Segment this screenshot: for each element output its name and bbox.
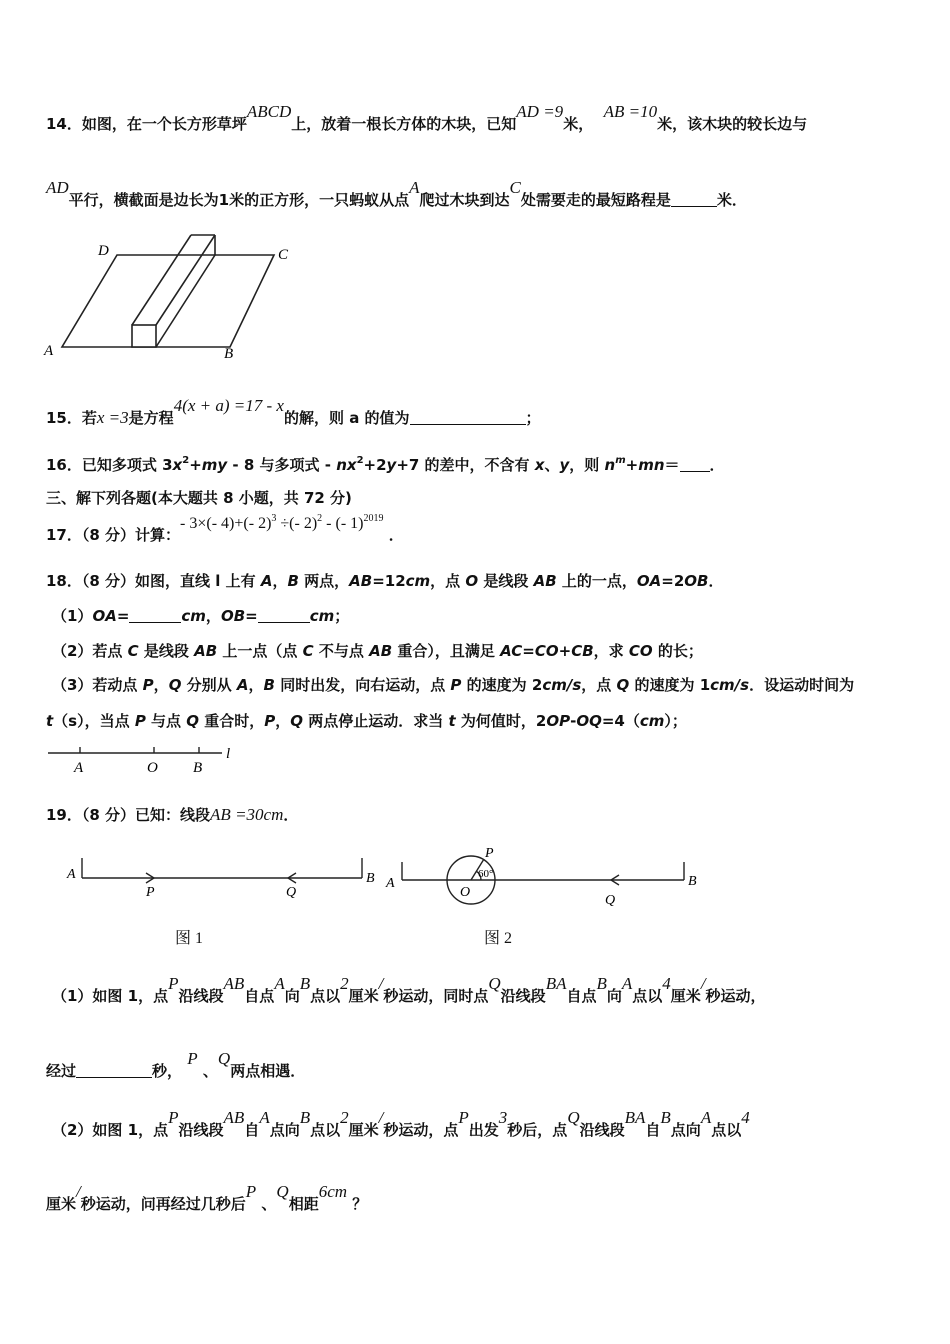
q19-math: P <box>458 1108 469 1127</box>
q16-text: ＝ <box>664 456 680 474</box>
q18-text: Q <box>616 676 630 694</box>
q14-math: AB =10 <box>603 102 658 121</box>
q16-text: 2 <box>182 455 190 466</box>
q19-text: ？ <box>352 1195 368 1213</box>
q14-number: 14． <box>46 115 82 133</box>
q19-text: 向 <box>606 987 622 1005</box>
q19-math: A <box>274 974 285 993</box>
q18-text: t <box>448 712 456 730</box>
q18-text: P <box>142 676 154 694</box>
label-o: O <box>460 885 471 900</box>
label-d: D <box>98 243 109 259</box>
q18-text: ， <box>275 712 291 730</box>
q19-math: 6cm <box>318 1182 348 1201</box>
q18-text: ， <box>272 572 288 590</box>
q18-text: OB <box>684 572 709 590</box>
q19-text: 点以 <box>632 987 663 1005</box>
answer-blank <box>680 457 710 472</box>
q18-text: （1） <box>52 607 93 625</box>
q19-text: ． <box>283 806 299 824</box>
q19-math: P <box>168 974 179 993</box>
q16-text: + <box>189 456 202 474</box>
q19-part1-cont <box>46 1049 306 1081</box>
q19-text: 秒运动，问再经过几秒后 <box>80 1195 246 1213</box>
q16-text: x <box>534 456 545 474</box>
q18-text: 上的一点， <box>556 572 637 590</box>
q18-text: ）； <box>664 712 687 730</box>
q19-text: 相距 <box>288 1195 319 1213</box>
label-angle: 60° <box>478 868 494 880</box>
q15-text: 若 <box>81 409 97 427</box>
q18-text: A <box>236 676 249 694</box>
q16-text: x <box>172 456 183 474</box>
label-a: A <box>74 760 84 776</box>
q18-text: 是线段 <box>478 572 534 590</box>
q18-text: OQ <box>576 712 602 730</box>
q19-text: 点以 <box>711 1121 742 1139</box>
q19-math: Q <box>567 1108 580 1127</box>
q16-text: ，则 <box>569 456 605 474</box>
q19-text: 秒运动，点 <box>383 1121 459 1139</box>
q14-math: AD =9 <box>516 102 564 121</box>
q18-text: A <box>260 572 273 590</box>
q16-number: 16． <box>46 456 82 474</box>
q14-text: 处需要走的最短路程是 <box>520 191 671 209</box>
q15-text: 的解，则 a 的值为 <box>283 409 410 427</box>
q19-line <box>46 804 298 825</box>
q19-math: B <box>660 1108 671 1127</box>
q18-text: P <box>264 712 276 730</box>
q18-text: 同时出发，向右运动，点 <box>274 676 451 694</box>
q19-math: Q <box>217 1049 231 1068</box>
q18-text: （s），当点 <box>53 712 135 730</box>
q15-math: x =3 <box>96 408 129 427</box>
figure1-caption: 图 1 <box>175 930 204 947</box>
q18-text: ，点 <box>581 676 617 694</box>
q18-text: AB <box>533 572 557 590</box>
q18-text: ， <box>248 676 264 694</box>
q19-math: P <box>187 1049 198 1068</box>
q18-number: 18． <box>46 572 82 590</box>
answer-blank <box>258 608 310 623</box>
block-edge <box>156 255 215 347</box>
q19-math: B <box>596 974 607 993</box>
q15-number: 15． <box>46 409 82 427</box>
q18-text: B <box>263 676 275 694</box>
q18-text: 上一点（点 <box>217 642 303 660</box>
q19-text: 点以 <box>310 987 341 1005</box>
q14-text: 平行，横截面是边长为1米的正方形，一只蚂蚁从点 <box>68 191 410 209</box>
q17-text: （8 分）计算： <box>81 526 181 544</box>
q18-text: ．设运动时间为 <box>749 676 855 694</box>
q17-text: ． <box>388 526 404 544</box>
q18-text: 两点停止运动．求当 <box>303 712 449 730</box>
label-a: A <box>44 343 54 359</box>
q14-text: 米． <box>716 191 747 209</box>
q16-text: +7 的差中，不含有 <box>396 456 535 474</box>
q18-text: OB <box>220 607 246 625</box>
q18-text: OA <box>92 607 117 625</box>
q18-text: 是线段 <box>138 642 195 660</box>
q14-line2 <box>46 178 747 210</box>
q19-text: 自点 <box>244 987 275 1005</box>
q19-text: 厘米 <box>348 1121 379 1139</box>
block-edge <box>156 235 215 325</box>
q18-text: CB <box>571 642 594 660</box>
q19-text: 沿线段 <box>178 1121 224 1139</box>
q18-text: 不与点 <box>313 642 370 660</box>
q18-text: =4（ <box>601 712 640 730</box>
q18-text: AC <box>500 642 523 660</box>
q19-text: 自 <box>244 1121 260 1139</box>
q19-text: 秒运动， <box>705 987 766 1005</box>
q16-text: 、 <box>544 456 560 474</box>
q17-math: ÷(- 2) <box>276 515 318 532</box>
q14-line1 <box>46 102 808 134</box>
q18-text: AB <box>194 642 218 660</box>
q15-math: 4(x + a) =17 - x <box>173 396 284 415</box>
q16-text: 2 <box>356 455 364 466</box>
q19-text: 厘米 <box>348 987 379 1005</box>
q18-text: 的速度为 2 <box>461 676 543 694</box>
block-edge <box>132 235 191 325</box>
q14-math: C <box>509 178 521 197</box>
answer-blank <box>129 608 181 623</box>
label-a: A <box>67 867 76 882</box>
q19-math: 4 <box>741 1108 750 1127</box>
q19-text: 秒， <box>152 1062 183 1080</box>
q18-text: + <box>558 642 572 660</box>
q18-text: CO <box>628 642 653 660</box>
q14-text: 上，放着一根长方体的木块，已知 <box>291 115 517 133</box>
section-heading: 三、解下列各题(本大题共 8 小题，共 72 分) <box>46 489 352 507</box>
q19-text: 自 <box>645 1121 661 1139</box>
q19-text: 点向 <box>269 1121 300 1139</box>
q14-math: AD <box>46 178 69 197</box>
q16-text: my <box>201 456 228 474</box>
q18-text: cm <box>639 712 665 730</box>
label-l: l <box>226 746 231 762</box>
q18-text: - <box>570 712 577 730</box>
block-front-face <box>132 325 156 347</box>
q19-math: BA <box>624 1108 646 1127</box>
q19-text: 向 <box>284 987 300 1005</box>
q14-text: 米，该木块的较长边与 <box>657 115 808 133</box>
q18-text: 分别从 <box>181 676 237 694</box>
q18-text: = <box>116 607 130 625</box>
q19-math: / <box>76 1182 81 1201</box>
q19-math: B <box>299 974 311 993</box>
q19-text: 沿线段 <box>579 1121 625 1139</box>
q18-part3 <box>52 674 854 695</box>
q19-math: 4 <box>662 974 671 993</box>
q14-text: 米， <box>563 115 594 133</box>
q15-line <box>46 396 541 428</box>
q18-text: ，求 <box>593 642 629 660</box>
q15-text: ； <box>525 409 541 427</box>
q19-math: AB <box>223 974 245 993</box>
q18-text: Q <box>168 676 182 694</box>
label-b: B <box>366 871 375 886</box>
q19-number: 19． <box>46 806 82 824</box>
q17-math: 2019 <box>363 513 384 524</box>
q18-text: =2 <box>661 572 685 590</box>
q17-math: 3 <box>271 513 277 524</box>
q18-figure <box>46 742 246 778</box>
q18-text: 重合时， <box>199 712 265 730</box>
q18-text: ， <box>153 676 169 694</box>
q16-text: - 8 与多项式 - <box>227 456 337 474</box>
q18-text: P <box>134 712 146 730</box>
q19-math: P <box>245 1182 257 1201</box>
q19-figure2 <box>382 842 712 914</box>
q18-text: cm/s <box>542 676 582 694</box>
q17-line <box>46 513 404 545</box>
q19-text: 厘米 <box>46 1195 77 1213</box>
q15-text: 是方程 <box>128 409 174 427</box>
q19-math: B <box>299 1108 311 1127</box>
label-o: O <box>147 760 158 776</box>
q18-text: （3）若动点 <box>52 676 143 694</box>
q19-part2-cont <box>46 1182 368 1214</box>
q18-text: cm <box>181 607 206 625</box>
answer-blank <box>410 410 526 425</box>
q18-text: =12 <box>372 572 406 590</box>
q16-text: ． <box>709 456 725 474</box>
q18-text: t <box>46 712 54 730</box>
q18-text: 的长； <box>652 642 703 660</box>
q18-text: O <box>465 572 479 590</box>
q18-text: P <box>450 676 462 694</box>
q18-text: OA <box>636 572 662 590</box>
q16-text: y <box>386 456 397 474</box>
label-q: Q <box>605 893 616 908</box>
q19-text: 厘米 <box>670 987 701 1005</box>
q18-text: ； <box>334 607 350 625</box>
q17-number: 17． <box>46 526 82 544</box>
q19-math: A <box>259 1108 270 1127</box>
q18-text: = <box>245 607 258 625</box>
q19-text: 经过 <box>46 1062 77 1080</box>
q18-text: cm <box>309 607 335 625</box>
q18-text: （2）若点 <box>52 642 128 660</box>
q18-text: 的速度为 1 <box>629 676 711 694</box>
q18-text: AB <box>349 572 373 590</box>
label-b: B <box>193 760 203 776</box>
q19-text: 两点相遇． <box>230 1062 306 1080</box>
q18-text: 重合），且满足 <box>392 642 501 660</box>
q19-figure1 <box>64 852 384 900</box>
q18-text: B <box>287 572 299 590</box>
q19-math: / <box>378 1108 384 1127</box>
label-b: B <box>688 874 697 889</box>
q19-part2 <box>52 1108 750 1140</box>
q16-line <box>46 454 725 475</box>
label-p: P <box>485 846 494 861</box>
q19-math: 3 <box>498 1108 508 1127</box>
q19-text: （8 分）已知：线段 <box>81 806 211 824</box>
q19-math: A <box>700 1108 712 1127</box>
q19-math: P <box>168 1108 179 1127</box>
q19-math: / <box>378 974 384 993</box>
q19-math: Q <box>488 974 501 993</box>
q18-text: = <box>522 642 535 660</box>
q16-text: 已知多项式 3 <box>81 456 173 474</box>
q19-part1 <box>52 974 766 1006</box>
q19-text: 点向 <box>670 1121 701 1139</box>
q18-part3-cont <box>46 710 687 731</box>
q18-text: ， <box>205 607 221 625</box>
q18-text: Q <box>290 712 304 730</box>
q16-text: nx <box>336 456 357 474</box>
q18-text: ． <box>708 572 724 590</box>
q17-math: - 3×(- 4)+(- 2) <box>180 515 272 532</box>
q16-text: m <box>615 455 626 466</box>
q18-text: cm/s <box>710 676 750 694</box>
q14-text: 如图，在一个长方形草坪 <box>81 115 247 133</box>
q14-text: 爬过木块到达 <box>419 191 510 209</box>
q18-text: AB <box>369 642 393 660</box>
label-q: Q <box>286 885 297 900</box>
q18-text: C <box>127 642 139 660</box>
q18-text: Q <box>186 712 200 730</box>
q16-text: + <box>625 456 639 474</box>
q16-text: mn <box>638 456 665 474</box>
q18-text: OP <box>546 712 571 730</box>
q18-text: CO <box>534 642 559 660</box>
q18-text: 为何值时，2 <box>455 712 547 730</box>
q18-text: 两点， <box>298 572 350 590</box>
q18-text: ，点 <box>430 572 466 590</box>
q19-text: 出发 <box>468 1121 499 1139</box>
q19-math: AB =30cm <box>210 805 284 824</box>
q19-math: 2 <box>340 1108 349 1127</box>
q14-math: A <box>409 178 420 197</box>
q19-text: （2）如图 1，点 <box>52 1121 169 1139</box>
q17-math: - (- 1) <box>322 515 364 532</box>
answer-blank <box>671 192 717 207</box>
figure2-caption: 图 2 <box>484 930 513 947</box>
q17-math: 2 <box>317 513 323 524</box>
q18-part2 <box>52 640 703 661</box>
q19-text: 点以 <box>310 1121 341 1139</box>
q18-text: cm <box>405 572 431 590</box>
label-a: A <box>386 876 395 891</box>
q19-math: A <box>621 974 633 993</box>
q16-text: +2 <box>363 456 387 474</box>
q18-text: 与点 <box>145 712 187 730</box>
label-c: C <box>278 247 289 263</box>
q19-text: 沿线段 <box>178 987 224 1005</box>
q14-math: ABCD <box>246 102 292 121</box>
q19-text: 自点 <box>566 987 597 1005</box>
q18-text: C <box>302 642 314 660</box>
label-b: B <box>224 346 234 362</box>
q19-math: AB <box>223 1108 245 1127</box>
q14-figure <box>40 225 310 365</box>
q19-math: / <box>700 974 706 993</box>
q19-text: 沿线段 <box>500 987 546 1005</box>
answer-blank <box>76 1063 152 1078</box>
q19-text: 秒后，点 <box>507 1121 568 1139</box>
q19-text: 秒运动，同时点 <box>383 987 489 1005</box>
q19-text: 、 <box>202 1062 218 1080</box>
q19-math: Q <box>276 1182 289 1201</box>
q19-math: 2 <box>340 974 349 993</box>
q18-text: （8 分）如图，直线 l 上有 <box>81 572 261 590</box>
q16-text: n <box>604 456 616 474</box>
q16-text: y <box>559 456 570 474</box>
q19-math: BA <box>545 974 567 993</box>
q18-part1 <box>52 605 349 626</box>
label-p: P <box>146 885 155 900</box>
q19-text: （1）如图 1，点 <box>52 987 169 1005</box>
q19-text: 、 <box>261 1195 277 1213</box>
q18-line <box>46 570 724 591</box>
